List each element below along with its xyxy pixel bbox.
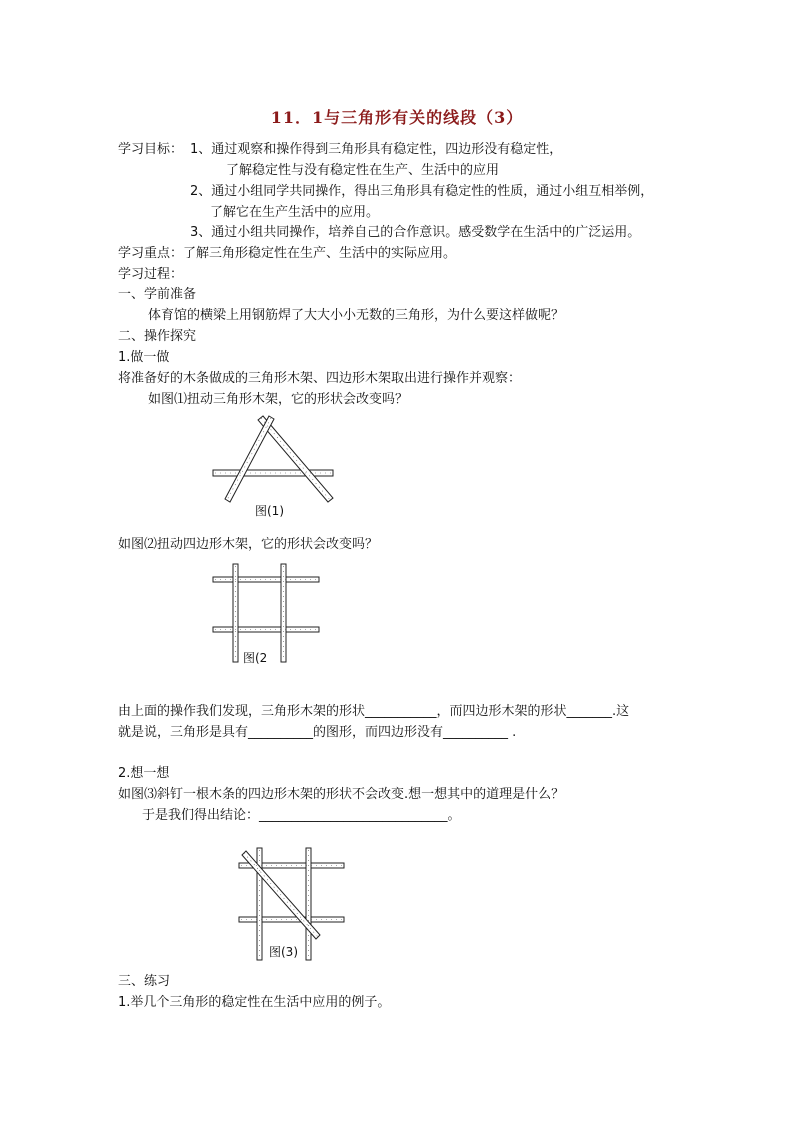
question-figure-1: 如图⑴扭动三角形木架，它的形状会改变吗？ (148, 392, 409, 407)
objective-1-line-1: 1、通过观察和操作得到三角形具有稳定性，四边形没有稳定性， (190, 142, 563, 157)
page-title: 11．1与三角形有关的线段（3） (270, 108, 524, 127)
section-2-heading: 二、操作探究 (118, 329, 197, 344)
wood-strip-right (306, 848, 311, 960)
question-figure-3: 如图⑶斜钉一根木条的四边形木架的形状不会改变.想一想其中的道理是什么？ (118, 787, 565, 802)
section-3-heading: 三、练习 (118, 974, 171, 989)
subsection-think: 2.想一想 (118, 766, 170, 781)
conclusion-answer: 于是我们得出结论：_____________________________。 (142, 808, 461, 823)
learning-focus: 学习重点：了解三角形稳定性在生产、生活中的实际应用。 (118, 246, 457, 261)
triangle-frame-figure (205, 412, 340, 504)
wood-strip-left (233, 564, 238, 662)
objective-2-line-2: 了解它在生产生活中的应用。 (210, 205, 380, 220)
figure-2-caption: 图(2 (243, 651, 268, 665)
figure-3-caption: 图(3) (269, 945, 298, 959)
operation-intro: 将准备好的木条做成的三角形木架、四边形木架取出进行操作并观察： (118, 371, 522, 386)
objectives-label: 学习目标： (118, 142, 184, 157)
section-1-text: 体育馆的横梁上用钢筋焊了大大小小无数的三角形，为什么要这样做呢？ (148, 308, 565, 323)
exercise-1: 1.举几个三角形的稳定性在生活中应用的例子。 (118, 995, 391, 1010)
section-1-heading: 一、学前准备 (118, 287, 197, 302)
figure-1-caption: 图(1) (255, 504, 284, 518)
subsection-do-it: 1.做一做 (118, 350, 170, 365)
wood-strip-right (281, 564, 286, 662)
objective-2-line-1: 2、通过小组同学共同操作，得出三角形具有稳定性的性质，通过小组互相举例， (190, 184, 654, 199)
process-label: 学习过程： (118, 267, 184, 282)
objective-1-line-2: 了解稳定性与没有稳定性在生产、生活中的应用 (226, 163, 500, 178)
objective-3: 3、通过小组共同操作，培养自己的合作意识。感受数学在生活中的广泛运用。 (190, 225, 641, 240)
question-figure-2: 如图⑵扭动四边形木架，它的形状会改变吗？ (118, 537, 379, 552)
conclusion-line-2: 就是说，三角形是具有__________的图形，而四边形没有__________ . (118, 725, 517, 740)
conclusion-line-1: 由上面的操作我们发现，三角形木架的形状___________，而四边形木架的形状_______.这 (118, 704, 630, 719)
wood-strip-left (225, 416, 274, 502)
